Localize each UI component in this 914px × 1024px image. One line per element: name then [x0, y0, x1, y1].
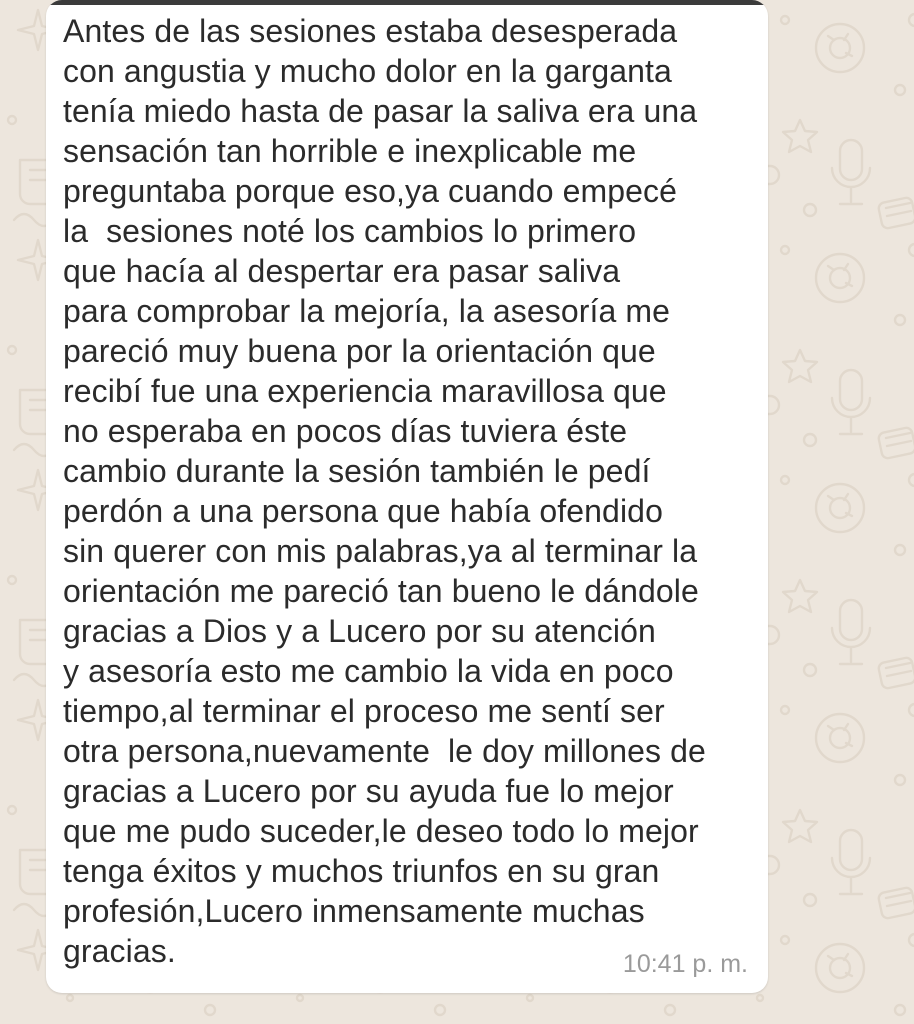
message-line: cambio durante la sesión también le pedí	[63, 453, 651, 489]
message-text	[63, 11, 758, 971]
message-line: con angustia y mucho dolor en la garganta	[63, 53, 672, 89]
message-line: sin querer con mis palabras,ya al terminar la	[63, 533, 698, 569]
message-line: pareció muy buena por la orientación que	[63, 333, 656, 369]
message-line: tiempo,al terminar el proceso me sentí ser	[63, 693, 665, 729]
message-line: no esperaba en pocos días tuviera éste	[63, 413, 628, 449]
message-line: la sesiones noté los cambios lo primero	[63, 213, 637, 249]
message-line: sensación tan horrible e inexplicable me	[63, 133, 637, 169]
message-line: gracias.	[63, 933, 176, 969]
message-line: Antes de las sesiones estaba desesperada	[63, 13, 678, 49]
message-line: tenía miedo hasta de pasar la saliva era una	[63, 93, 698, 129]
message-timestamp: 10:41 p. m.	[622, 950, 748, 978]
message-line: preguntaba porque eso,ya cuando empecé	[63, 173, 678, 209]
message-line: otra persona,nuevamente le doy millones de	[63, 733, 706, 769]
message-line: recibí fue una experiencia maravillosa que	[63, 373, 667, 409]
message-line: que me pudo suceder,le deseo todo lo mejor	[63, 813, 699, 849]
message-line: perdón a una persona que había ofendido	[63, 493, 663, 529]
message-line: gracias a Dios y a Lucero por su atención	[63, 613, 656, 649]
message-line: que hacía al despertar era pasar saliva	[63, 253, 621, 289]
message-line: gracias a Lucero por su ayuda fue lo mejor	[63, 773, 674, 809]
message-line: profesión,Lucero inmensamente muchas	[63, 893, 645, 929]
cropped-content-strip	[46, 0, 768, 5]
message-line: y asesoría esto me cambio la vida en poco	[63, 653, 674, 689]
incoming-message-bubble[interactable]	[46, 0, 768, 993]
message-line: orientación me pareció tan bueno le dándole	[63, 573, 699, 609]
message-line: para comprobar la mejoría, la asesoría me	[63, 293, 671, 329]
message-line: tenga éxitos y muchos triunfos en su gran	[63, 853, 660, 889]
